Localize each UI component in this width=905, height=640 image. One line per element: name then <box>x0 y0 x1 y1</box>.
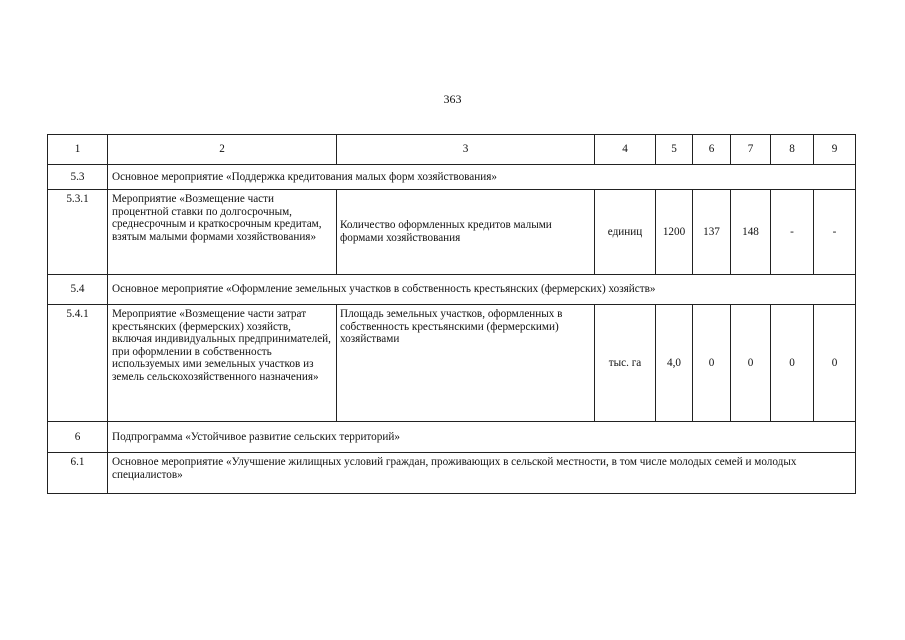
indicator-cell: Площадь земельных участков, оформленных в собственность крестьянскими (фермерскими) хозяйствами <box>337 305 595 422</box>
header-cell: 9 <box>814 135 856 165</box>
value-cell: 0 <box>771 305 814 422</box>
header-cell: 2 <box>108 135 337 165</box>
value-cell: 0 <box>731 305 771 422</box>
section-row <box>48 275 856 305</box>
value-cell: 0 <box>693 305 731 422</box>
row-number: 5.3 <box>48 165 108 190</box>
value-cell: 0 <box>814 305 856 422</box>
unit-cell: единиц <box>595 190 656 275</box>
section-title: Основное мероприятие «Улучшение жилищных условий граждан, проживающих в сельской местности, в том числе молодых семей и молодых специалистов» <box>108 453 856 494</box>
row-number: 5.3.1 <box>48 190 108 275</box>
row-number: 5.4 <box>48 275 108 305</box>
header-cell: 8 <box>771 135 814 165</box>
header-cell: 6 <box>693 135 731 165</box>
table-row <box>48 190 856 275</box>
section-title: Подпрограмма «Устойчивое развитие сельских территорий» <box>108 422 856 453</box>
row-number: 6.1 <box>48 453 108 494</box>
measure-cell: Мероприятие «Возмещение части процентной ставки по долгосрочным, среднесрочным и краткосрочным кредитам, взятым малыми формами хозяйствования» <box>108 190 337 275</box>
section-row <box>48 453 856 494</box>
indicator-cell: Количество оформленных кредитов малыми формами хозяйствования <box>337 190 595 275</box>
header-cell: 3 <box>337 135 595 165</box>
value-cell: 148 <box>731 190 771 275</box>
section-title: Основное мероприятие «Поддержка кредитования малых форм хозяйствования» <box>108 165 856 190</box>
table-row <box>48 305 856 422</box>
indicators-table <box>47 134 856 494</box>
section-row <box>48 165 856 190</box>
header-cell: 7 <box>731 135 771 165</box>
page-number: 363 <box>443 92 462 106</box>
value-cell: - <box>771 190 814 275</box>
header-row <box>48 135 856 165</box>
value-cell: - <box>814 190 856 275</box>
section-title: Основное мероприятие «Оформление земельных участков в собственность крестьянских (фермерских) хозяйств» <box>108 275 856 305</box>
section-row <box>48 422 856 453</box>
header-cell: 5 <box>656 135 693 165</box>
measure-cell: Мероприятие «Возмещение части затрат крестьянских (фермерских) хозяйств, включая индивидуальных предпринимателей, при оформлении в собственность используемых ими земельных участков из земель сельскохозяйственного назначения» <box>108 305 337 422</box>
header-cell: 4 <box>595 135 656 165</box>
value-cell: 137 <box>693 190 731 275</box>
unit-cell: тыс. га <box>595 305 656 422</box>
value-cell: 4,0 <box>656 305 693 422</box>
row-number: 6 <box>48 422 108 453</box>
value-cell: 1200 <box>656 190 693 275</box>
header-cell: 1 <box>48 135 108 165</box>
row-number: 5.4.1 <box>48 305 108 422</box>
